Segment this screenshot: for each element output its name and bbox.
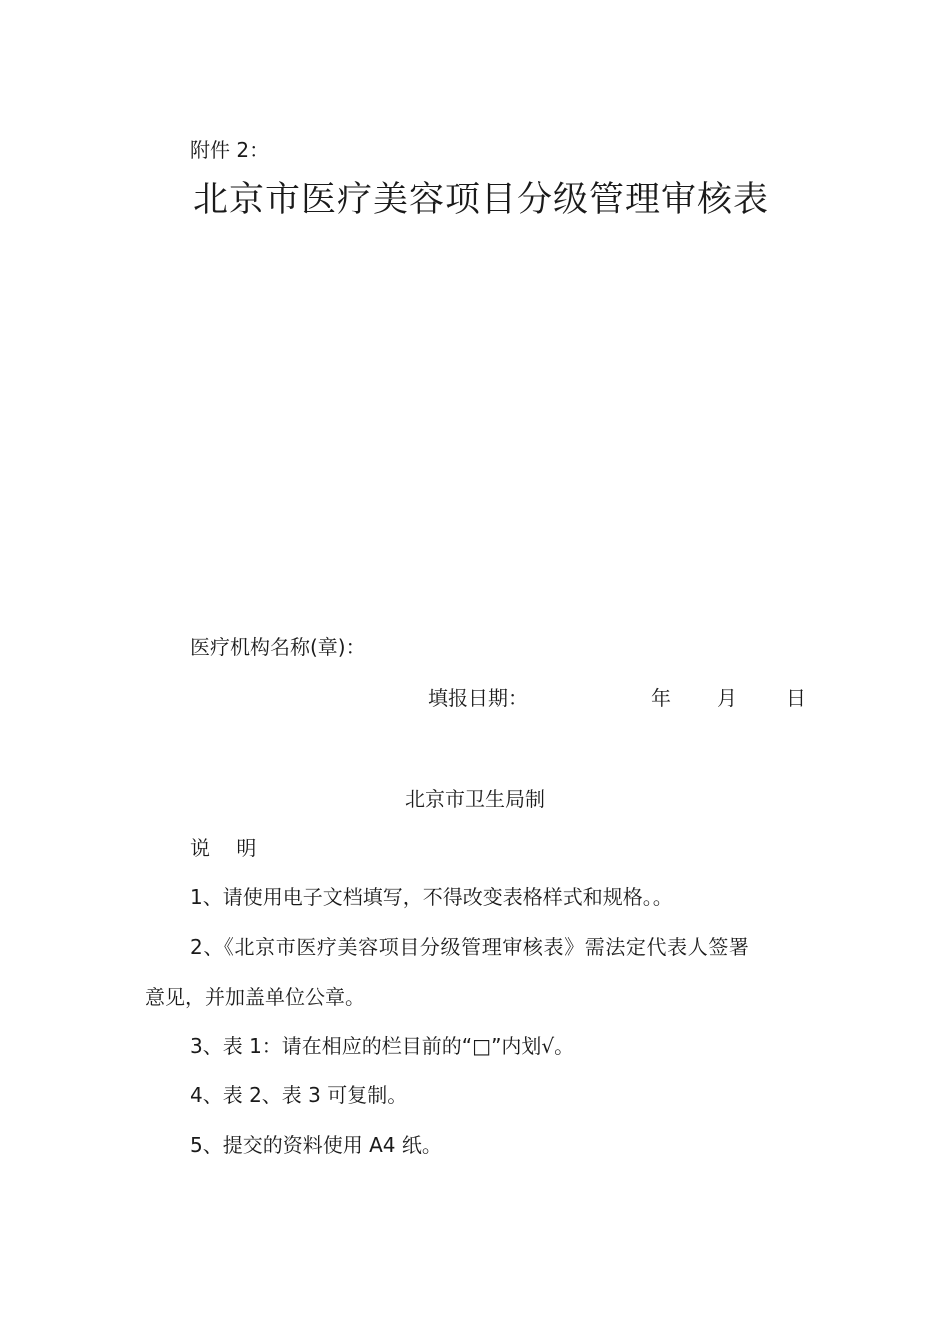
date-day-label: 日 (786, 686, 806, 710)
issuer-label: 北京市卫生局制 (405, 787, 545, 811)
note-item-1: 1、请使用电子文档填写，不得改变表格样式和规格。。 (190, 885, 673, 909)
attachment-label: 附件 2： (190, 138, 270, 162)
notes-heading: 说 明 (190, 836, 267, 860)
note-item-2-continued: 意见，并加盖单位公章。 (145, 985, 365, 1009)
document-title: 北京市医疗美容项目分级管理审核表 (193, 180, 770, 220)
note-item-5: 5、提交的资料使用 A4 纸。 (190, 1133, 442, 1157)
institution-name-label: 医疗机构名称(章)： (190, 635, 366, 659)
note-item-4: 4、表 2、表 3 可复制。 (190, 1083, 408, 1107)
date-year-label: 年 (651, 686, 671, 710)
fill-date-label: 填报日期： (428, 686, 528, 710)
note-item-2: 2、《北京市医疗美容项目分级管理审核表》需法定代表人签署 (190, 935, 750, 959)
note-item-3: 3、表 1：请在相应的栏目前的“□”内划√。 (190, 1034, 575, 1058)
date-month-label: 月 (717, 686, 737, 710)
